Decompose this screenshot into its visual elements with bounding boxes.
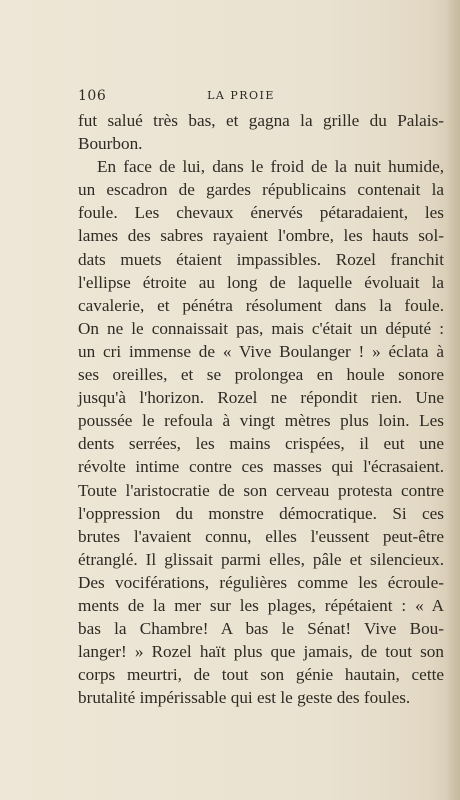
text-line: Bourbon. <box>78 134 143 154</box>
text-line: brutes l'avaient connu, elles l'eussent peut-être <box>78 526 444 546</box>
text-line: un cri immense de « Vive Boulanger ! » éclata à <box>78 341 444 361</box>
text-line: Des vociférations, régulières comme les écroule- <box>78 572 444 592</box>
text-line: l'ellipse étroite au long de laquelle évoluait la <box>78 272 444 292</box>
text-line: un escadron de gardes républicains contenait la <box>78 180 444 200</box>
page-edge-shadow <box>446 0 460 800</box>
running-head: LA PROIE <box>207 89 275 102</box>
text-line: poussée le refoula à vingt mètres plus loin. Les <box>78 411 444 431</box>
page-number: 106 <box>78 88 107 104</box>
text-line: ses oreilles, et se prolongea en houle sonore <box>78 365 444 385</box>
text-line: étranglé. Il glissait parmi elles, pâle et silencieux. <box>78 549 444 569</box>
text-line: dats muets étaient impassibles. Rozel franchit <box>78 249 444 269</box>
text-line: En face de lui, dans le froid de la nuit humide, <box>97 157 444 177</box>
text-line: On ne le connaissait pas, mais c'était un député : <box>78 318 444 338</box>
text-line: langer! » Rozel haït plus que jamais, de tout son <box>78 642 444 662</box>
text-line: fut salué très bas, et gagna la grille du Palais- <box>78 111 444 130</box>
body-text <box>78 109 444 709</box>
text-line: cavalerie, et pénétra résolument dans la foule. <box>78 295 444 315</box>
text-line: brutalité impérissable qui est le geste des foules. <box>78 688 411 708</box>
text-line: révolte intime contre ces masses qui l'écrasaient. <box>78 457 444 477</box>
text-line: bas la Chambre! A bas le Sénat! Vive Bou- <box>78 619 444 639</box>
text-line: jusqu'à l'horizon. Rozel ne répondit rien. Une <box>78 388 444 408</box>
text-line: corps meurtri, de tout son génie hautain, cette <box>78 665 444 685</box>
text-line: foule. Les chevaux énervés pétaradaient, les <box>78 203 444 223</box>
text-line: lames des sabres rayaient l'ombre, les hauts sol- <box>78 226 444 246</box>
text-line: ments de la mer sur les plages, répétaient : « A <box>78 595 444 615</box>
page-header <box>78 88 444 108</box>
text-line: l'oppression du monstre démocratique. Si ces <box>78 503 444 523</box>
text-line: dents serrées, les mains crispées, il eut une <box>78 434 444 454</box>
text-line: Toute l'aristocratie de son cerveau protesta contre <box>78 480 444 500</box>
